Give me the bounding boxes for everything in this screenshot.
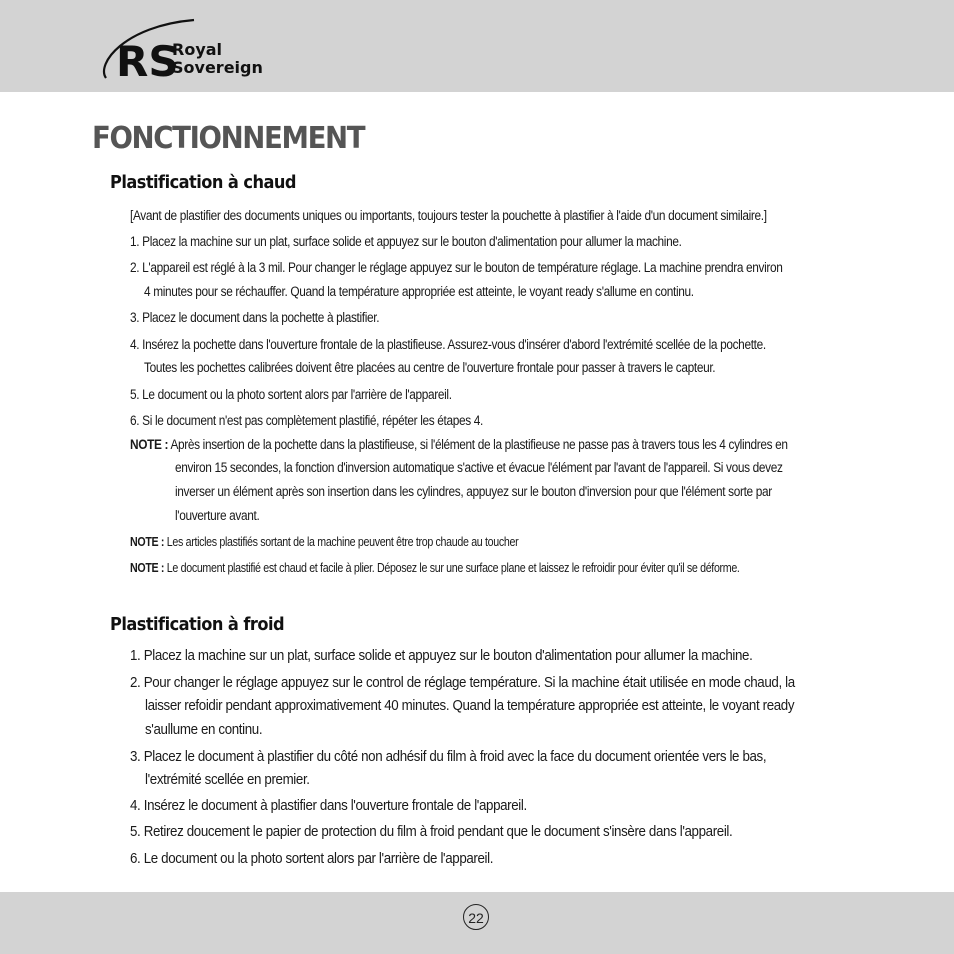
hot-step-4-cont: Toutes les pochettes calibrées doivent être placées au centre de l'ouverture frontale pour passer à travers le capteur. <box>144 360 716 375</box>
cold-step-5: 5. Retirez doucement le papier de protection du film à froid pendant que le document s'insère dans l'appareil. <box>130 824 733 840</box>
cold-step-3: 3. Placez le document à plastifier du côté non adhésif du film à froid avec la face du document orientée vers le bas, <box>130 749 767 765</box>
hot-step-2: 2. L'appareil est réglé à la 3 mil. Pour changer le réglage appuyez sur le bouton de température réglage. La machine prendra environ <box>130 260 783 275</box>
page-title: FONCTIONNEMENT <box>92 121 365 156</box>
note-1-text: Après insertion de la pochette dans la plastifieuse, si l'élément de la plastifieuse ne passe pas à travers tous les 4 cylindres en <box>170 437 788 452</box>
note-label: NOTE : <box>130 437 169 452</box>
hot-step-1: 1. Placez la machine sur un plat, surface solide et appuyez sur le bouton d'alimentation pour allumer la machine. <box>130 234 682 249</box>
cold-step-3-cont: l'extrémité scellée en premier. <box>145 772 310 788</box>
hot-step-5: 5. Le document ou la photo sortent alors par l'arrière de l'appareil. <box>130 387 452 402</box>
hot-step-2-cont: 4 minutes pour se réchauffer. Quand la température appropriée est atteinte, le voyant ready s'allume en continu. <box>144 284 694 299</box>
brand-name <box>172 41 263 77</box>
page-number: 22 <box>463 904 489 930</box>
cold-step-2: 2. Pour changer le réglage appuyez sur le control de réglage température. Si la machine était utilisée en mode chaud, la <box>130 675 795 691</box>
note-label: NOTE : <box>130 534 165 549</box>
note-1-cont-1: environ 15 secondes, la fonction d'inversion automatique s'active et évacue l'élément par l'avant de l'appareil. Si vous devez <box>175 460 783 475</box>
note-1-cont-3: l'ouverture avant. <box>175 508 260 523</box>
brand-initials: RS <box>116 37 179 86</box>
hot-step-6: 6. Si le document n'est pas complètement plastifié, répéter les étapes 4. <box>130 413 483 428</box>
brand-line-2: Sovereign <box>172 58 263 77</box>
note-label: NOTE : <box>130 560 165 575</box>
note-2 <box>130 529 518 554</box>
hot-intro: [Avant de plastifier des documents uniques ou importants, toujours tester la pouchette à plastifier à l'aide d'un document similaire.] <box>130 208 767 223</box>
section-heading-hot: Plastification à chaud <box>110 172 296 193</box>
hot-step-4: 4. Insérez la pochette dans l'ouverture frontale de la plastifieuse. Assurez-vous d'insérer d'abord l'extrémité scellée de la pochette. <box>130 337 766 352</box>
cold-step-2-cont-2: s'aullume en continu. <box>145 722 263 738</box>
section-heading-cold: Plastification à froid <box>110 614 285 635</box>
hot-step-3: 3. Placez le document dans la pochette à plastifier. <box>130 310 380 325</box>
page-header <box>0 0 954 92</box>
note-1 <box>130 432 788 457</box>
cold-step-1: 1. Placez la machine sur un plat, surface solide et appuyez sur le bouton d'alimentation pour allumer la machine. <box>130 648 753 664</box>
note-1-cont-2: inverser un élément après son insertion dans les cylindres, appuyez sur le bouton d'inversion pour que l'élément sorte par <box>175 484 772 499</box>
cold-step-4: 4. Insérez le document à plastifier dans l'ouverture frontale de l'appareil. <box>130 798 527 814</box>
note-3-text: Le document plastifié est chaud et facile à plier. Déposez le sur une surface plane et laissez le refroidir pour éviter qu'il se déforme. <box>166 560 740 575</box>
note-2-text: Les articles plastifiés sortant de la machine peuvent être trop chaude au toucher <box>166 534 519 549</box>
brand-line-1: Royal <box>172 40 223 59</box>
cold-step-2-cont-1: laisser refoidir pendant approximativement 40 minutes. Quand la température appropriée est atteinte, le voyant ready <box>145 698 795 714</box>
cold-step-6: 6. Le document ou la photo sortent alors par l'arrière de l'appareil. <box>130 851 494 867</box>
note-3 <box>130 555 740 580</box>
